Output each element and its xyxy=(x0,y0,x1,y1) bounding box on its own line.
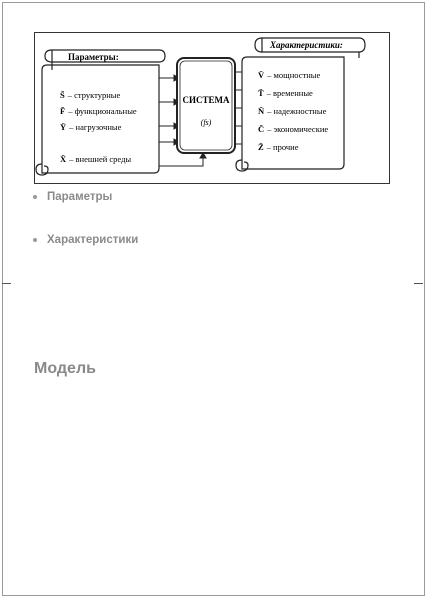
char-label: – экономические xyxy=(267,124,329,134)
char-symbol: N̄ xyxy=(258,106,265,116)
svg-text:N̄– надежностные xyxy=(258,106,327,116)
char-symbol: V̄ xyxy=(258,70,265,80)
params-title: Параметры: xyxy=(68,52,119,62)
characteristics-title: Характеристики: xyxy=(270,40,343,50)
svg-text:F̄– функциональные xyxy=(60,106,137,116)
param-label: – структурные xyxy=(67,90,121,100)
param-symbol: F̄ xyxy=(60,106,66,116)
svg-text:C̄– экономические xyxy=(258,124,328,134)
char-symbol: C̄ xyxy=(258,124,265,134)
param-label: – нагрузочные xyxy=(69,122,122,132)
char-symbol: Z̄ xyxy=(258,142,264,152)
bullet-item xyxy=(33,234,138,246)
bullet-text: Параметры xyxy=(47,191,113,203)
bullet-text: Характеристики xyxy=(47,234,139,246)
param-symbol: S̄ xyxy=(60,90,65,100)
param-label: – функциональные xyxy=(68,106,137,116)
char-label: – прочие xyxy=(266,142,299,152)
section-title: Модель xyxy=(34,360,96,377)
svg-text:T̄– временные xyxy=(258,88,313,98)
page-divider-tick-left xyxy=(2,283,11,284)
external-label: – внешней среды xyxy=(69,154,132,164)
char-label: – надежностные xyxy=(267,106,327,116)
system-function: (fs) xyxy=(200,118,212,127)
svg-text:Ȳ– нагрузочные xyxy=(60,122,122,132)
param-symbol: Ȳ xyxy=(60,122,67,132)
system-label: СИСТЕМА xyxy=(182,95,230,105)
system-diagram xyxy=(34,32,390,184)
svg-text:V̄– мощностные xyxy=(258,70,320,80)
char-label: – временные xyxy=(266,88,313,98)
bullet-dot-icon xyxy=(33,195,37,199)
char-label: – мощностные xyxy=(267,70,321,80)
bullet-item xyxy=(33,191,112,203)
page-divider-tick-right xyxy=(414,283,423,284)
char-symbol: T̄ xyxy=(258,88,264,98)
external-symbol: X̄ xyxy=(60,154,67,164)
svg-text:X̄– внешней среды xyxy=(60,154,131,164)
system-box xyxy=(177,58,235,153)
svg-text:S̄– структурные xyxy=(60,90,120,100)
bullet-dot-icon xyxy=(33,238,37,242)
